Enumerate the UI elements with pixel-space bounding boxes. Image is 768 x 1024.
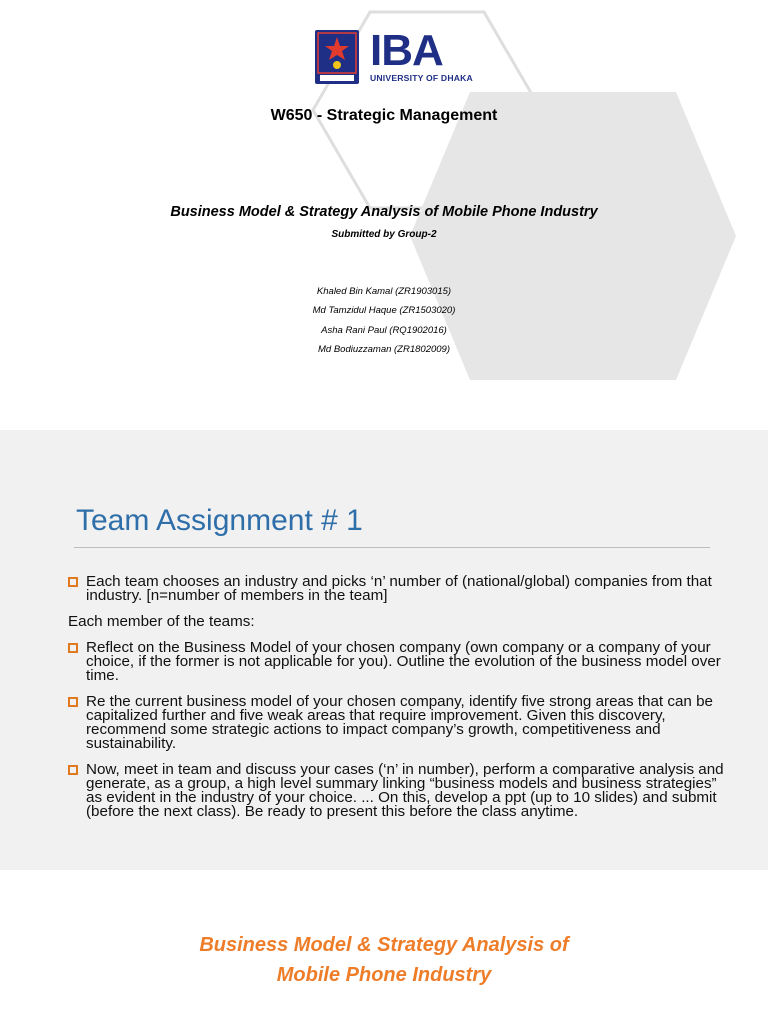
course-title: W650 - Strategic Management — [270, 107, 498, 124]
slide-bullet — [68, 641, 728, 683]
iba-subtitle: UNIVERSITY OF DHAKA — [370, 73, 473, 83]
slide-divider — [74, 547, 710, 548]
bullet-text: Re the current business model of your chosen company, identify five strong areas that can be capitalized further and five weak areas that require improvement. Given this discovery, recommend some strategic actions to impact company’s growth, competitiveness and sustainability. — [86, 693, 713, 752]
footer-title-line: Mobile Phone Industry — [276, 964, 492, 986]
checkbox-bullet-icon — [68, 765, 78, 775]
bullet-text: Each team chooses an industry and picks ‘n’ number of (national/global) companies from that industry. [n=number of members in the team] — [86, 573, 712, 604]
slide-body — [68, 575, 728, 831]
assignment-slide — [0, 430, 768, 870]
member-item: Md Tamzidul Haque (ZR1503020) — [312, 305, 456, 317]
checkbox-bullet-icon — [68, 697, 78, 707]
slide-bullet — [68, 763, 728, 819]
footer-title — [0, 930, 768, 990]
document-title: Business Model & Strategy Analysis of Mobile Phone Industry — [170, 204, 598, 220]
iba-logo — [314, 27, 473, 87]
checkbox-bullet-icon — [68, 643, 78, 653]
member-list — [0, 282, 768, 360]
submitted-by: Submitted by Group-2 — [331, 229, 437, 240]
university-seal-icon — [314, 29, 360, 85]
bullet-text: Now, meet in team and discuss your cases (‘n’ in number), perform a comparative analysis and generate, as a group, a high level summary linking “business models and business strategies” as evident in the industry of your choice. ... On this, develop a ppt (up to 10 slides) and submit (before the next class). Be ready to present this before the class anytime. — [86, 761, 724, 820]
slide-bullet — [68, 575, 728, 603]
member-item: Asha Rani Paul (RQ1902016) — [321, 324, 447, 336]
slide-paragraph: Each member of the teams: — [68, 613, 255, 630]
member-item: Khaled Bin Kamal (ZR1903015) — [316, 286, 452, 297]
slide-title: Team Assignment # 1 — [76, 504, 363, 537]
member-item: Md Bodiuzzaman (ZR1802009) — [317, 344, 450, 356]
footer-title-line: Business Model & Strategy Analysis of — [199, 934, 569, 956]
bullet-text: Reflect on the Business Model of your chosen company (own company or a company of your choice, if the former is not applicable for you). Outline the evolution of the business model over time. — [86, 639, 721, 684]
slide-bullet — [68, 695, 728, 751]
iba-wordmark: IBA — [370, 26, 443, 75]
checkbox-bullet-icon — [68, 577, 78, 587]
